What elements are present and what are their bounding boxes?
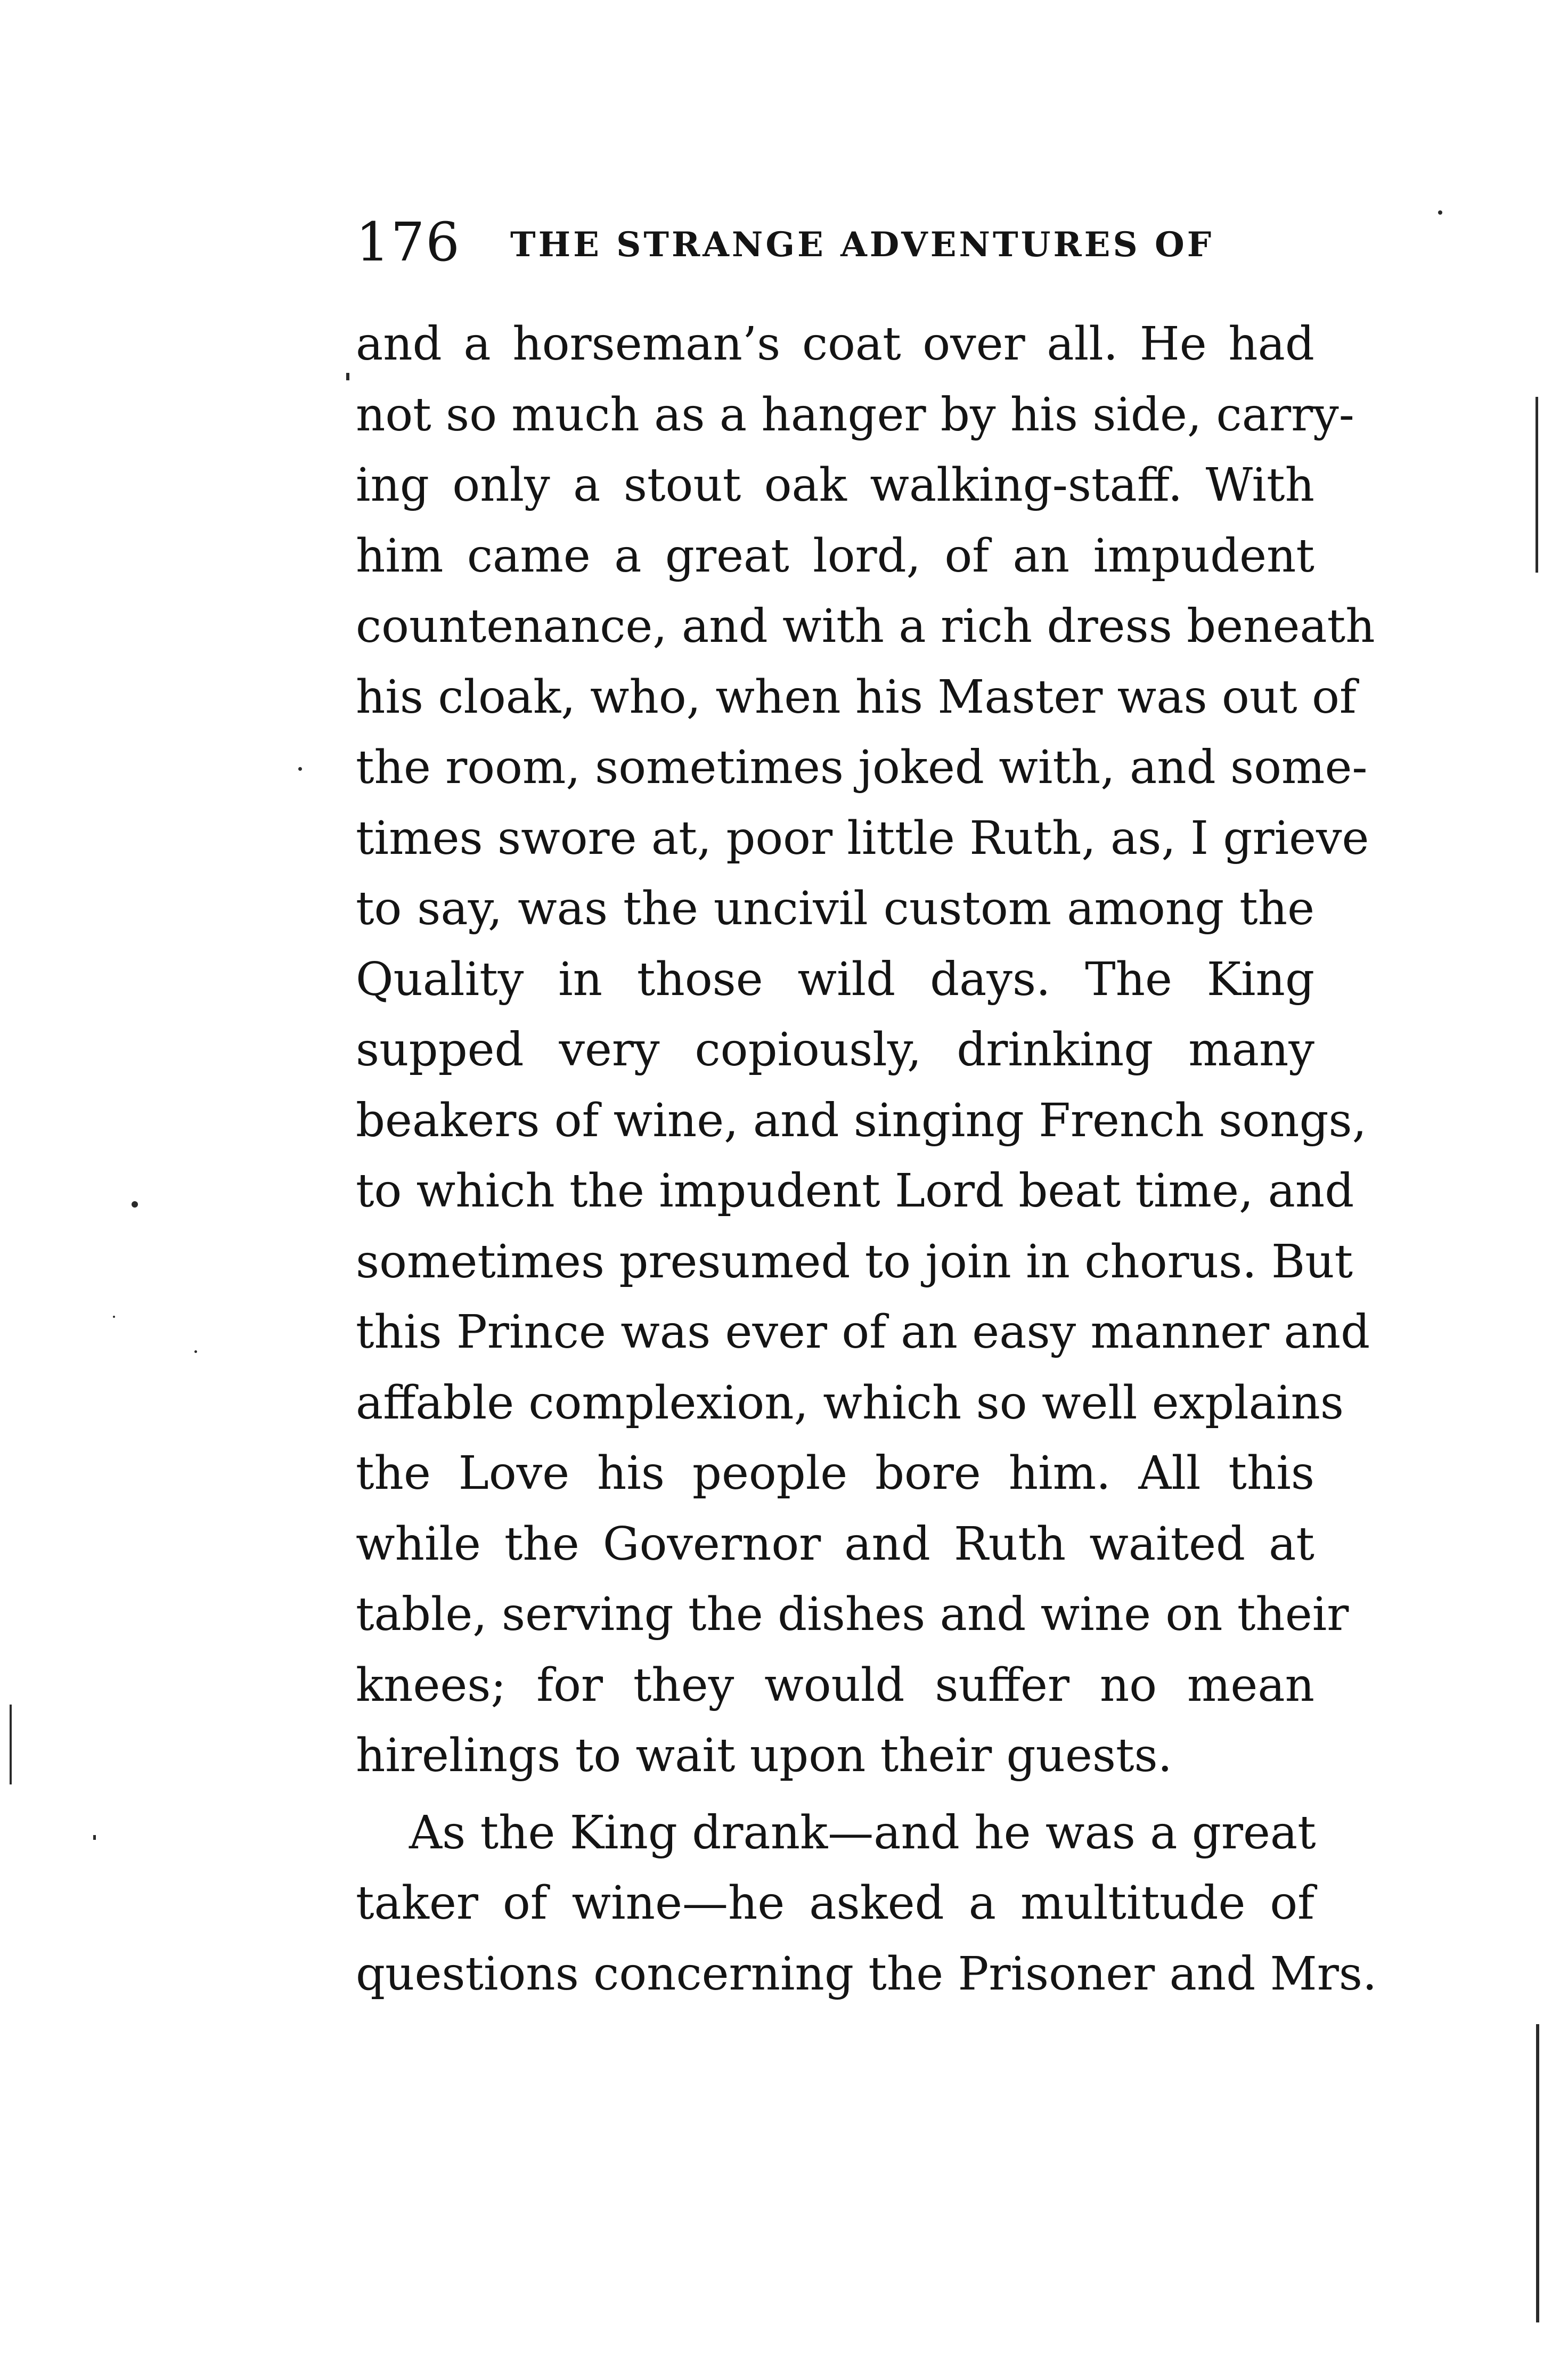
text-line: questions concerning the Prisoner and Mrs. <box>356 1947 1377 2001</box>
scan-speck <box>113 1316 115 1318</box>
text-line: Quality in those wild days. The King <box>356 952 1314 1006</box>
paragraph-2 <box>356 1798 1377 2010</box>
text-line: sometimes presumed to join in chorus. But <box>356 1235 1353 1289</box>
scan-margin-line <box>1536 2024 1539 2322</box>
text-line: affable complexion, which so well explains <box>356 1376 1344 1430</box>
text-line: hirelings to wait upon their guests. <box>356 1729 1173 1782</box>
text-line: and a horseman’s coat over all. He had <box>356 317 1314 371</box>
page-header <box>356 205 1325 280</box>
scan-speck <box>132 1201 138 1208</box>
text-line: to which the impudent Lord beat time, and <box>356 1164 1354 1218</box>
text-line: supped very copiously, drinking many <box>356 1023 1314 1077</box>
body-text <box>356 309 1377 2009</box>
text-line: the room, sometimes joked with, and some- <box>356 741 1368 794</box>
paragraph-1 <box>356 309 1375 1791</box>
text-line: his cloak, who, when his Master was out of <box>356 670 1357 724</box>
text-line: to say, was the uncivil custom among the <box>356 882 1314 935</box>
scan-speck <box>1438 210 1442 215</box>
text-line: taker of wine—he asked a multitude of <box>356 1877 1314 1930</box>
text-line: the Love his people bore him. All this <box>356 1447 1314 1500</box>
scan-margin-line <box>10 1705 12 1784</box>
page-number: 176 <box>356 211 461 273</box>
text-line: beakers of wine, and singing French songs, <box>356 1094 1367 1147</box>
text-line: him came a great lord, of an impudent <box>356 529 1314 583</box>
text-line: As the King drank—and he was a great <box>409 1806 1316 1860</box>
text-line: countenance, and with a rich dress beneath <box>356 600 1375 653</box>
text-line: not so much as a hanger by his side, carry- <box>356 388 1354 442</box>
text-line: table, serving the dishes and wine on their <box>356 1588 1349 1641</box>
scan-speck <box>93 1835 96 1840</box>
text-line: ing only a stout oak walking-staff. With <box>356 459 1314 512</box>
running-title: THE STRANGE ADVENTURES OF <box>510 225 1214 265</box>
text-line: this Prince was ever of an easy manner and <box>356 1306 1370 1359</box>
text-line: while the Governor and Ruth waited at <box>356 1517 1314 1571</box>
text-line: times swore at, poor little Ruth, as, I grieve <box>356 811 1369 865</box>
scan-speck <box>346 373 349 380</box>
scan-speck <box>298 767 302 771</box>
scan-margin-line <box>1536 397 1538 573</box>
scan-speck <box>194 1350 197 1353</box>
text-line: knees; for they would suffer no mean <box>356 1658 1314 1712</box>
paragraph-gap <box>356 1791 1314 1798</box>
